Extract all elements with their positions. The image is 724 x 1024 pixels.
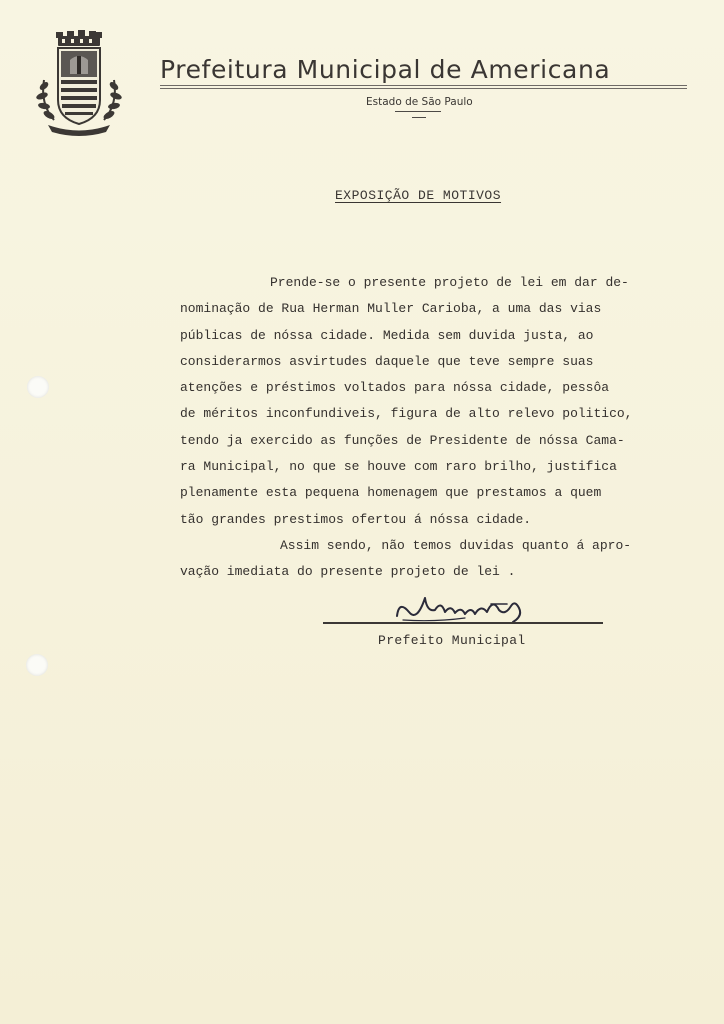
letterhead-subtitle: Estado de São Paulo — [366, 96, 473, 108]
letterhead-rule — [160, 88, 687, 89]
signer-title: Prefeito Municipal — [378, 633, 526, 648]
body-line: de méritos inconfundiveis, figura de alto relevo politico, — [180, 406, 633, 422]
body-line: ra Municipal, no que se houve com raro brilho, justifica — [180, 459, 617, 475]
body-line: públicas de nóssa cidade. Medida sem duvida justa, ao — [180, 327, 594, 343]
subtitle-rule — [395, 111, 441, 112]
body-line: tendo ja exercido as funções de Presidente de nóssa Cama- — [180, 432, 625, 448]
body-line: tão grandes prestimos ofertou á nóssa cidade. — [180, 511, 532, 527]
signature-line — [323, 622, 603, 624]
punch-hole — [26, 654, 48, 676]
body-line: plenamente esta pequena homenagem que prestamos a quem — [180, 485, 602, 501]
subtitle-rule — [412, 117, 426, 118]
body-line: nominação de Rua Herman Muller Carioba, a uma das vias — [180, 301, 602, 317]
body-line: atenções e préstimos voltados para nóssa cidade, pessôa — [180, 380, 610, 396]
document-body — [180, 270, 700, 586]
body-line: Prende-se o presente projeto de lei em dar de- — [270, 275, 629, 290]
handwritten-signature-icon — [395, 586, 545, 626]
punch-hole — [27, 376, 49, 398]
letterhead-rule — [160, 85, 687, 86]
document-heading: EXPOSIÇÃO DE MOTIVOS — [335, 188, 502, 203]
coat-of-arms-icon — [34, 30, 124, 138]
letterhead-title: Prefeitura Municipal de Americana — [160, 55, 611, 84]
body-line: vação imediata do presente projeto de lei . — [180, 564, 516, 580]
body-line: Assim sendo, não temos duvidas quanto á apro- — [280, 537, 632, 553]
body-line: considerarmos asvirtudes daquele que teve sempre suas — [180, 353, 594, 369]
